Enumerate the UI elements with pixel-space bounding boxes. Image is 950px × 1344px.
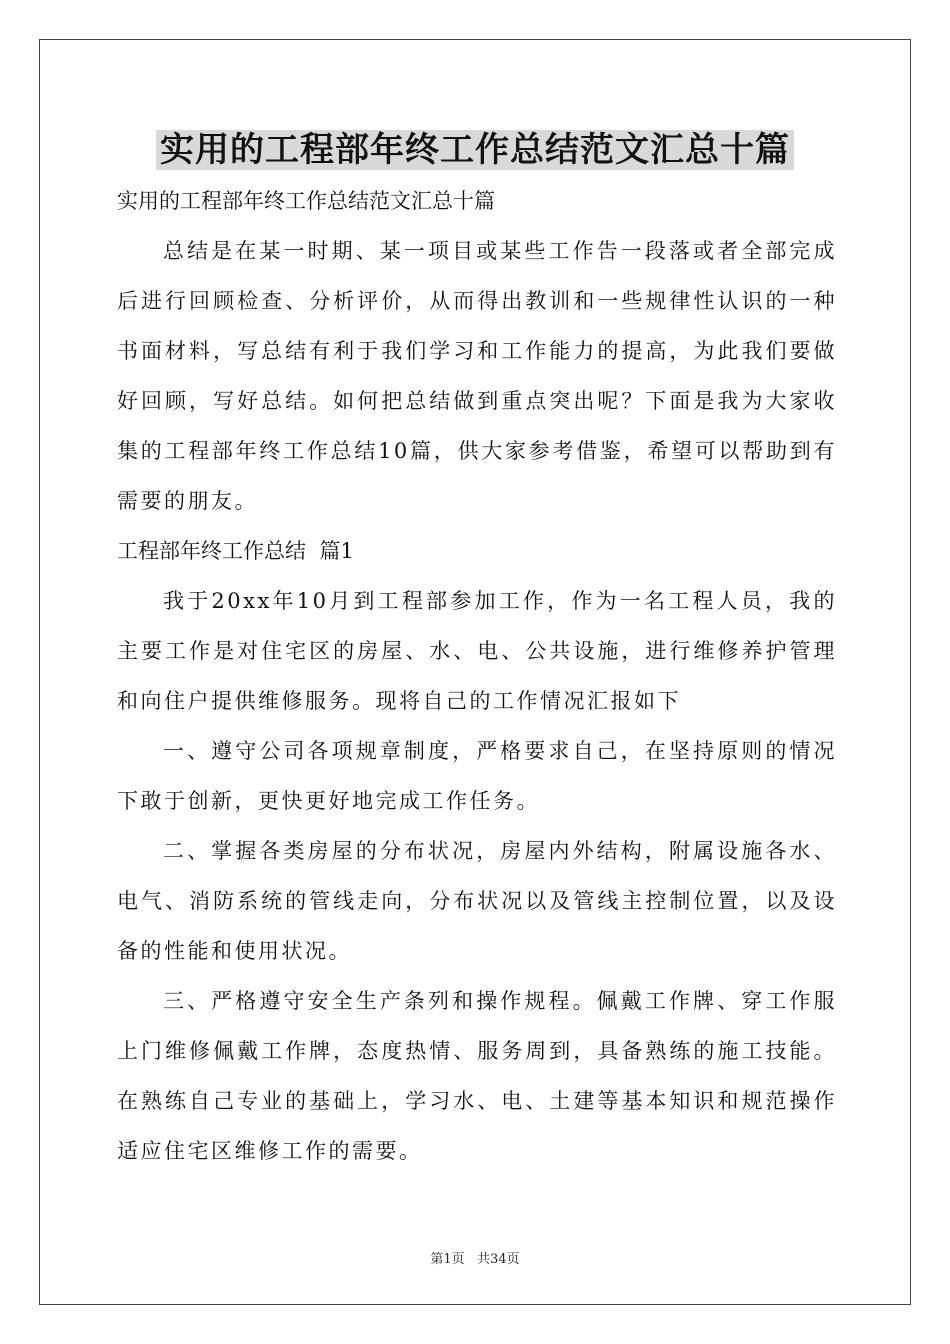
document-title <box>0 124 950 176</box>
body-paragraph: 三、严格遵守安全生产条列和操作规程。佩戴工作牌、穿工作服上门维修佩戴工作牌，态度热情、服务周到，具备熟练的施工技能。在熟练自己专业的基础上，学习水、电、土建等基本知识和规范操作适应住宅区维修工作的需要。 <box>117 989 837 1163</box>
body-paragraph: 二、掌握各类房屋的分布状况，房屋内外结构，附属设施各水、电气、消防系统的管线走向，分布状况以及管线主控制位置，以及设备的性能和使用状况。 <box>117 839 837 963</box>
intro-paragraph: 总结是在某一时期、某一项目或某些工作告一段落或者全部完成后进行回顾检查、分析评价，从而得出教训和一些规律性认识的一种书面材料，写总结有利于我们学习和工作能力的提高，为此我们要做好回顾，写好总结。如何把总结做到重点突出呢？下面是我为大家收集的工程部年终工作总结10篇，供大家参考借鉴，希望可以帮助到有需要的朋友。 <box>117 239 837 513</box>
document-body <box>117 176 837 1176</box>
document-subtitle: 实用的工程部年终工作总结范文汇总十篇 <box>117 189 495 213</box>
document-title-text: 实用的工程部年终工作总结范文汇总十篇 <box>156 130 794 170</box>
page-footer: 第1页 共34页 <box>430 1252 520 1267</box>
section-heading: 工程部年终工作总结 篇1 <box>117 539 354 563</box>
body-paragraph: 一、遵守公司各项规章制度，严格要求自己，在坚持原则的情况下敢于创新，更快更好地完成工作任务。 <box>117 739 837 813</box>
body-paragraph: 我于20xx年10月到工程部参加工作，作为一名工程人员，我的主要工作是对住宅区的房屋、水、电、公共设施，进行维修养护管理和向住户提供维修服务。现将自己的工作情况汇报如下 <box>117 589 837 713</box>
